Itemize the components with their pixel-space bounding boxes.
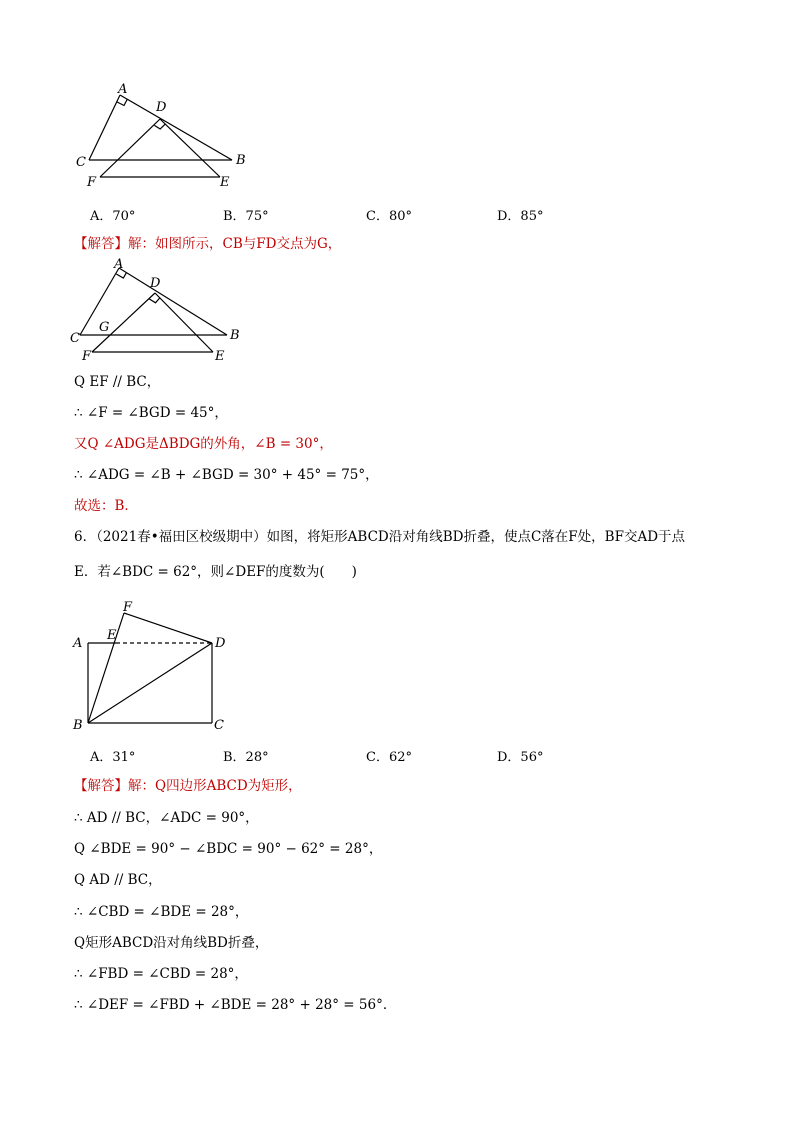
solution1-step-1: Q EF // BC，	[74, 374, 161, 390]
label-B: B	[230, 328, 240, 343]
option-a-1: A．70°	[90, 209, 136, 224]
answer-tag: 【解答】	[74, 778, 128, 794]
solution1-step-3: 又Q ∠ADG是ΔBDG的外角，∠B = 30°，	[74, 436, 333, 452]
label-G: G	[99, 320, 110, 335]
label-B: B	[73, 718, 83, 733]
solution2-step-2: Q ∠BDE = 90° − ∠BDC = 90° − 62° = 28°，	[74, 841, 383, 857]
label-A: A	[118, 82, 128, 97]
label-F: F	[123, 600, 133, 615]
solution1-step-5: 故选：B．	[74, 498, 138, 514]
label-B: B	[236, 153, 246, 168]
label-A: A	[73, 636, 83, 651]
option-d-2: D．56°	[497, 750, 544, 765]
option-c-2: C．62°	[366, 750, 412, 765]
solution2-intro-text: 解：Q四边形ABCD为矩形，	[128, 778, 302, 794]
option-d-1: D．85°	[497, 209, 544, 224]
option-a-2: A．31°	[90, 750, 136, 765]
rectangle-fold-figure	[66, 596, 246, 740]
triangle-figure-1b	[62, 256, 262, 368]
solution2-step-7: ∴ ∠DEF = ∠FBD + ∠BDE = 28° + 28° = 56°．	[74, 997, 397, 1013]
label-E: E	[220, 175, 230, 190]
solution1-step-4: ∴ ∠ADG = ∠B + ∠BGD = 30° + 45° = 75°，	[74, 467, 379, 483]
label-C: C	[76, 155, 86, 170]
solution1-intro-text: 解：如图所示，CB与FD交点为G，	[128, 236, 342, 252]
solution1-intro	[74, 235, 341, 253]
label-F: F	[87, 175, 97, 190]
solution1-step-2: ∴ ∠F = ∠BGD = 45°，	[74, 405, 228, 421]
triangle-figure-1	[70, 80, 270, 192]
answer-tag: 【解答】	[74, 236, 128, 252]
solution2-step-3: Q AD // BC，	[74, 872, 162, 888]
solution2-step-4: ∴ ∠CBD = ∠BDE = 28°，	[74, 904, 249, 920]
label-C: C	[214, 718, 224, 733]
label-E: E	[215, 349, 225, 364]
solution2-step-6: ∴ ∠FBD = ∠CBD = 28°，	[74, 966, 248, 982]
question6-line2: E．若∠BDC = 62°，则∠DEF的度数为( )	[74, 564, 357, 580]
question6-line1: 6．（2021春•福田区校级期中）如图，将矩形ABCD沿对角线BD折叠，使点C落在F处，BF交AD于点	[74, 529, 686, 545]
option-b-2: B．28°	[223, 750, 269, 765]
label-C: C	[70, 331, 80, 346]
solution2-step-1: ∴ AD // BC，∠ADC = 90°，	[74, 810, 259, 826]
option-b-1: B．75°	[223, 209, 269, 224]
label-D: D	[156, 100, 167, 115]
label-F: F	[82, 349, 92, 364]
label-E: E	[107, 628, 117, 643]
label-D: D	[150, 276, 161, 291]
label-A: A	[114, 257, 124, 272]
solution2-intro	[74, 777, 302, 795]
option-c-1: C．80°	[366, 209, 412, 224]
solution2-step-5: Q矩形ABCD沿对角线BD折叠，	[74, 935, 269, 951]
label-D: D	[215, 636, 226, 651]
